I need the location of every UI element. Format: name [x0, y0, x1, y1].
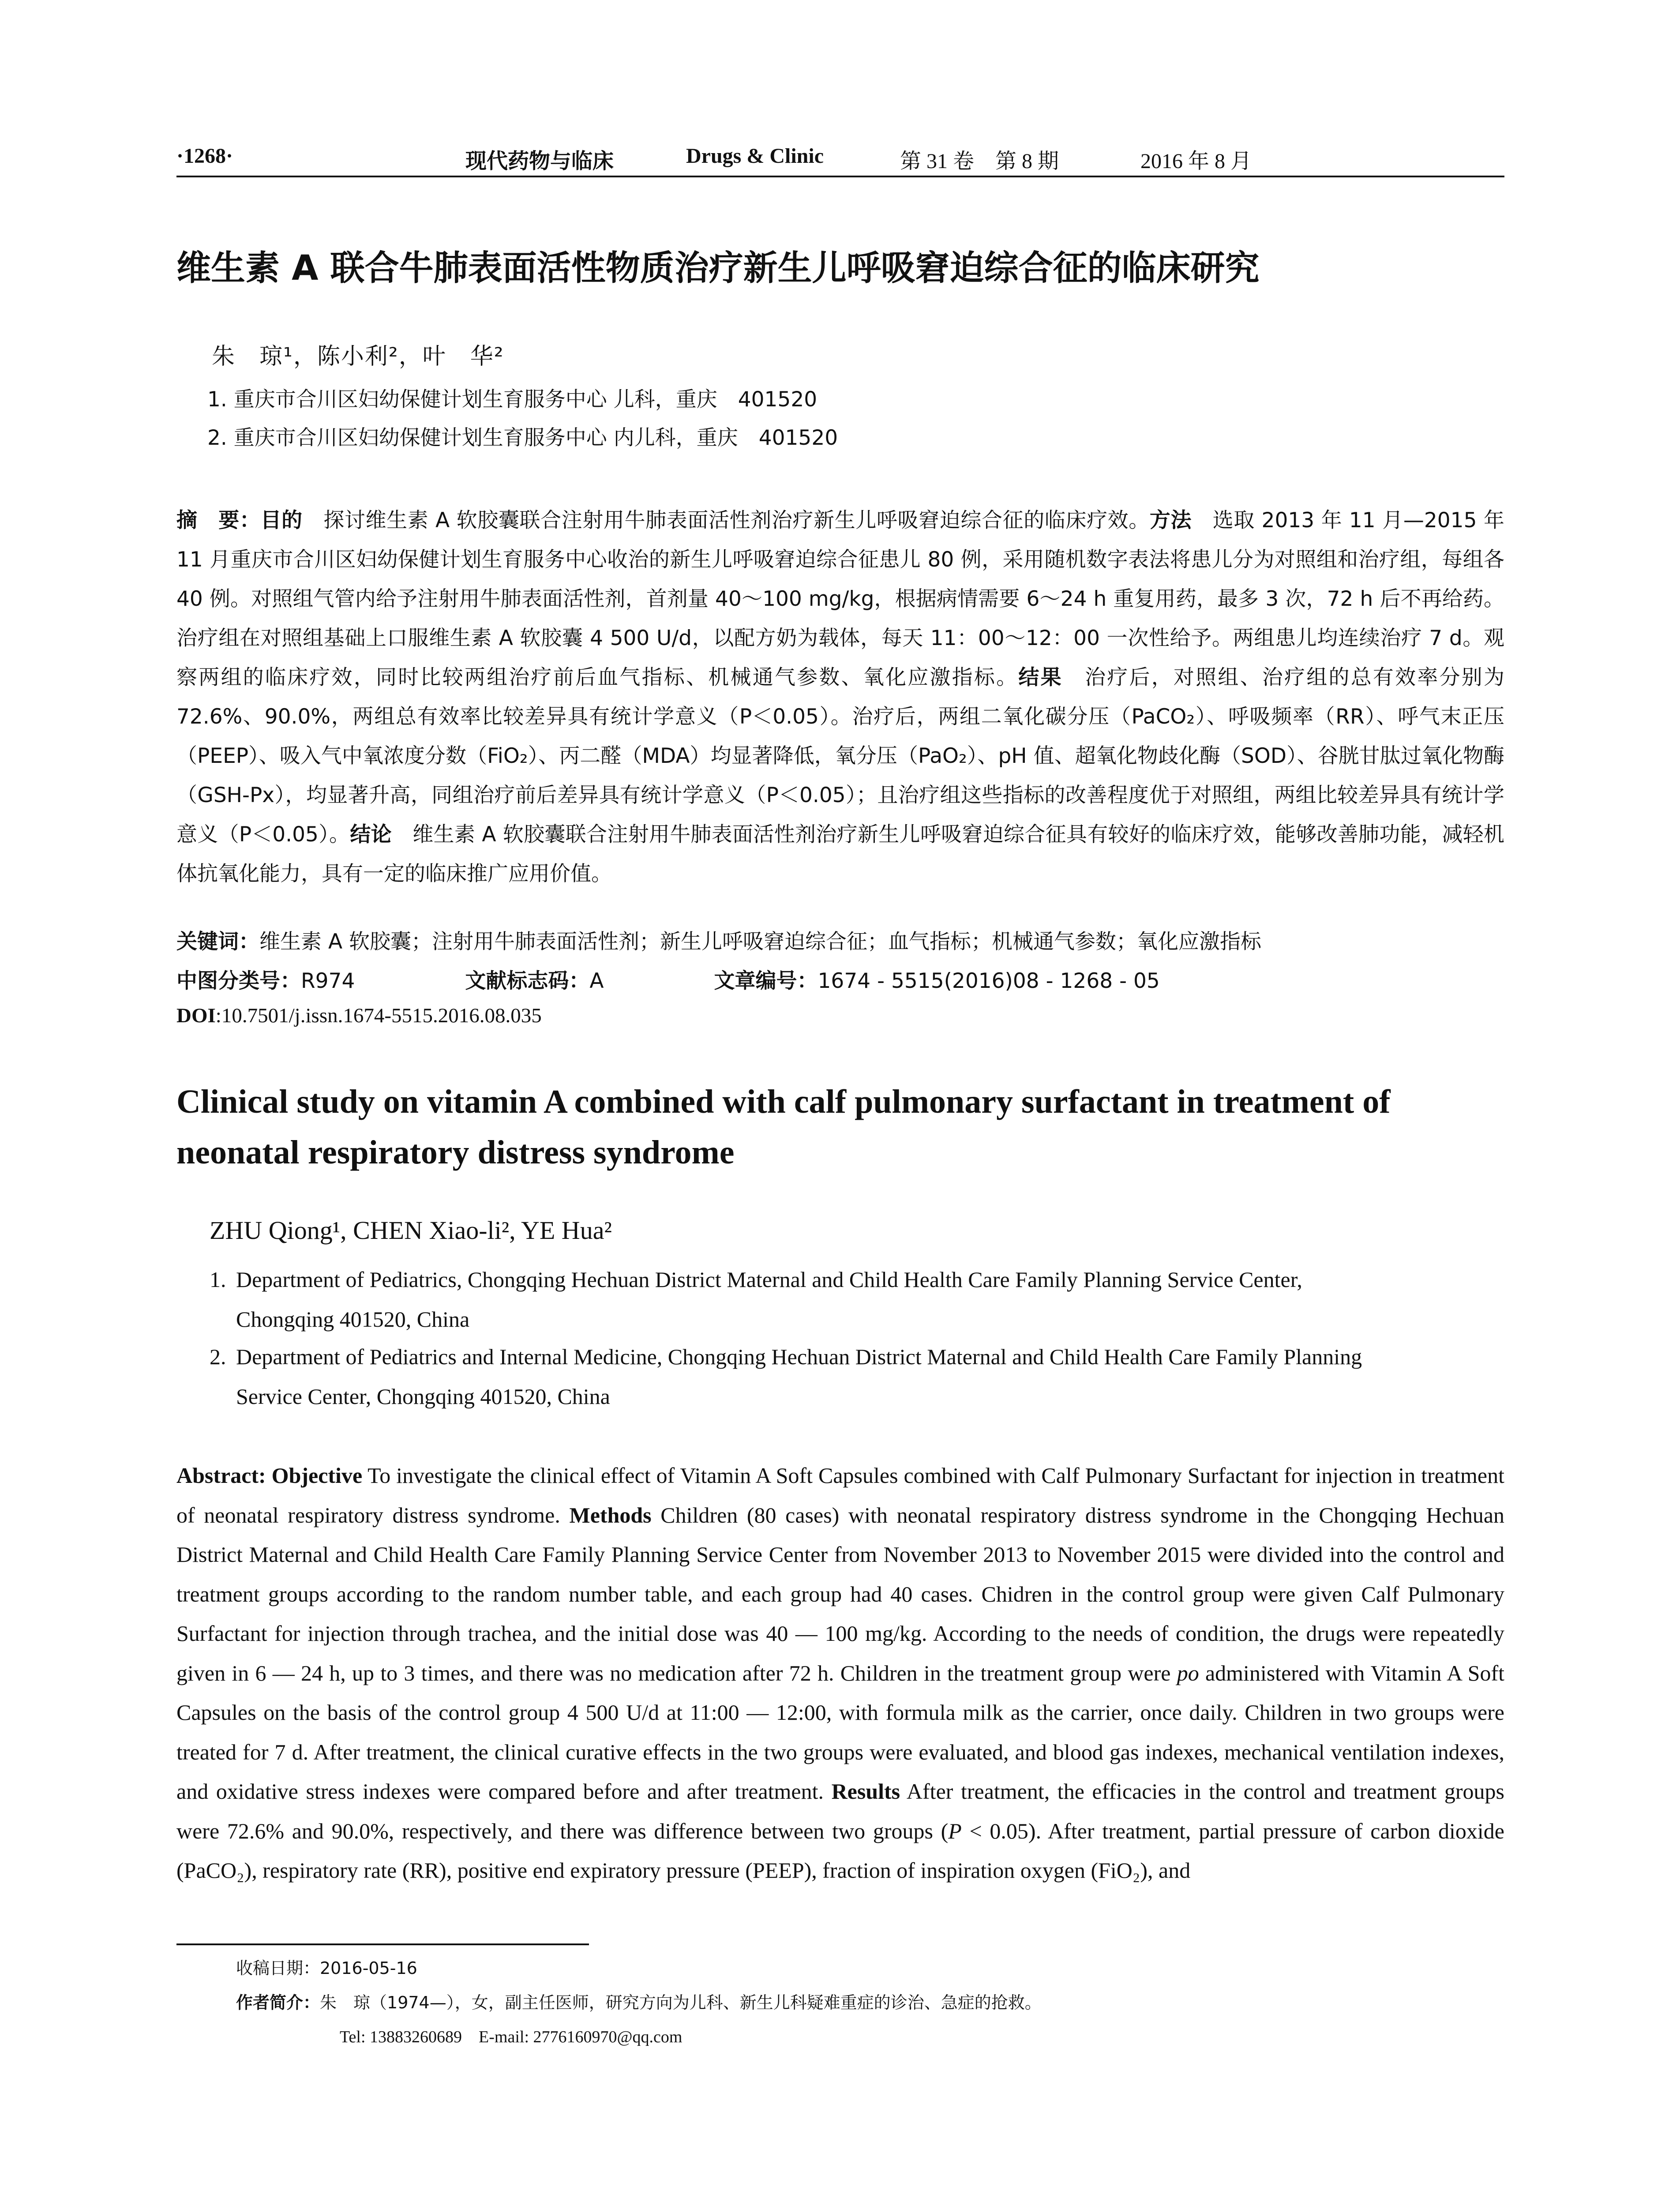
keywords-text: 维生素 A 软胶囊；注射用牛肺表面活性剂；新生儿呼吸窘迫综合征；血气指标；机械通气参数；氧化应激指标: [259, 930, 1262, 954]
keywords-label: 关键词：: [176, 930, 259, 954]
results-en-p: P: [948, 1818, 962, 1843]
doc-code-label: 文献标志码：: [465, 969, 590, 993]
affiliation-cn-2: 2. 重庆市合川区妇幼保健计划生育服务中心 内儿科，重庆 401520: [207, 426, 838, 450]
clc-value: R974: [301, 969, 355, 993]
volume-issue: 第 31 卷 第 8 期: [900, 150, 1059, 173]
page-number: ·1268·: [176, 144, 233, 168]
title-cn: 维生素 A 联合牛肺表面活性物质治疗新生儿呼吸窘迫综合征的临床研究: [176, 248, 1260, 288]
article-id-value: 1674 - 5515(2016)08 - 1268 - 05: [818, 969, 1160, 993]
journal-name-cn: 现代药物与临床: [465, 149, 614, 173]
objective-cn-text: 探讨维生素 A 软胶囊联合注射用牛肺表面活性剂治疗新生儿呼吸窘迫综合征的临床疗效。: [302, 508, 1150, 533]
footnote-contact: Tel: 13883260689 E-mail: 2776160970@qq.com: [340, 2028, 682, 2046]
abstract-en-label: Abstract:: [176, 1463, 266, 1488]
affiliation-cn-1: 1. 重庆市合川区妇幼保健计划生育服务中心 儿科，重庆 401520: [207, 387, 818, 412]
classification-line: [176, 964, 1160, 994]
objective-en-label: Objective: [271, 1463, 363, 1488]
affiliation-en-2-line1: Department of Pediatrics and Internal Medicine, Chongqing Hechuan District Maternal and Child Health Care Family Planning: [236, 1344, 1362, 1369]
affiliation-en-1-line1: Department of Pediatrics, Chongqing Hechuan District Maternal and Child Health Care Family Planning Service Center,: [236, 1267, 1302, 1292]
results-en-text-b: < 0.05). After treatment, partial pressure of carbon dioxide (PaCO₂), respiratory rate (RR), positive end expiratory pressure (PEEP), fraction of inspiration oxygen (FiO₂), and: [176, 1818, 1504, 1883]
authors-en: ZHU Qiong¹, CHEN Xiao-li², YE Hua²: [210, 1216, 612, 1245]
authors-cn: 朱 琼¹，陈小利²，叶 华²: [212, 343, 504, 370]
methods-cn-label: 方法: [1149, 508, 1192, 533]
results-cn-label: 结果: [1018, 665, 1063, 690]
footnote-author-bio: 朱 琼（1974—），女，副主任医师，研究方向为儿科、新生儿科疑难重症的诊治、急症的抢救。: [320, 1993, 1042, 2012]
abstract-cn-label: 摘 要：: [176, 508, 261, 533]
affiliation-en-2-line2: Service Center, Chongqing 401520, China: [236, 1384, 610, 1409]
footnote-author-label: 作者简介：: [236, 1993, 320, 2012]
abstract-en: [176, 1456, 1504, 1891]
methods-en-text-a: Children (80 cases) with neonatal respiratory distress syndrome in the Chongqing Hechuan District Maternal and Child Health Care Family Planning Service Center from November 2013 to November 2015 were divided into the control and treatment groups according to the random number table, and each group had 40 cases. Chidren in the control group were given Calf Pulmonary Surfactant for injection through trachea, and the initial dose was 40 — 100 mg/kg. According to the needs of condition, the drugs were repeatedly given in 6 — 24 h, up to 3 times, and there was no medication after 72 h. Children in the treatment group were: [176, 1502, 1505, 1685]
results-en-label: Results: [831, 1779, 900, 1804]
results-en-text-a: After treatment, the efficacies in the control and treatment groups were 72.6% and 90.0%, respectively, and there was difference between two groups (: [176, 1779, 1504, 1843]
conclusion-cn-label: 结论: [350, 822, 392, 847]
objective-cn-label: 目的: [260, 508, 303, 533]
results-cn-text: 治疗后，对照组、治疗组的总有效率分别为 72.6%、90.0%，两组总有效率比较差异具有统计学意义（P＜0.05）。治疗后，两组二氧化碳分压（PaCO₂）、呼吸频率（RR）、呼气末正压（PEEP）、吸入气中氧浓度分数（FiO₂）、丙二醛（MDA）均显著降低，氧分压（PaO₂）、pH 值、超氧化物歧化酶（SOD）、谷胱甘肽过氧化物酶（GSH-Px），均显著升高，同组治疗前后差异具有统计学意义（P＜0.05）；且治疗组这些指标的改善程度优于对照组，两组比较差异具有统计学意义（P＜0.05）。: [176, 665, 1505, 847]
affiliation-en-2-num: 2.: [210, 1344, 226, 1369]
doi-line: [176, 1004, 542, 1028]
doi-label: DOI: [176, 1004, 216, 1027]
doi-link[interactable]: :10.7501/j.issn.1674-5515.2016.08.035: [215, 1004, 542, 1027]
clc-label: 中图分类号：: [176, 969, 301, 993]
issue-date: 2016 年 8 月: [1140, 150, 1252, 173]
objective-en-text: To investigate the clinical effect of Vitamin A Soft Capsules combined with Calf Pulmonary Surfactant for injection in treatment of neonatal respiratory distress syndrome.: [176, 1463, 1505, 1527]
conclusion-cn-text: 维生素 A 软胶囊联合注射用牛肺表面活性剂治疗新生儿呼吸窘迫综合征具有较好的临床疗效，能够改善肺功能，减轻机体抗氧化能力，具有一定的临床推广应用价值。: [176, 822, 1504, 886]
methods-en-label: Methods: [569, 1502, 652, 1527]
running-header: [176, 140, 1504, 177]
footnote-rule: [176, 1943, 589, 1945]
doc-code-value: A: [589, 969, 604, 993]
affiliation-en-1-num: 1.: [210, 1267, 226, 1292]
affiliation-en-1: [210, 1260, 1504, 1339]
abstract-cn: [176, 501, 1504, 893]
article-id-label: 文章编号：: [714, 969, 818, 993]
journal-name-en: Drugs & Clinic: [686, 144, 824, 168]
methods-cn-text: 选取 2013 年 11 月—2015 年 11 月重庆市合川区妇幼保健计划生育服务中心收治的新生儿呼吸窘迫综合征患儿 80 例，采用随机数字表法将患儿分为对照组和治疗组，每组各 40 例。对照组气管内给予注射用牛肺表面活性剂，首剂量 40～100 mg/kg，根据病情需要 6～24 h 重复用药，最多 3 次，72 h 后不再给药。治疗组在对照组基础上口服维生素 A 软胶囊 4 500 U/d，以配方奶为载体，每天 11：00～12：00 一次性给予。两组患儿均连续治疗 7 d。观察两组的临床疗效，同时比较两组治疗前后血气指标、机械通气参数、氧化应激指标。: [176, 508, 1505, 690]
affiliation-en-2: [210, 1337, 1504, 1416]
methods-en-po: po: [1177, 1660, 1199, 1685]
footnote-author: [236, 1989, 1042, 2013]
affiliation-en-1-line2: Chongqing 401520, China: [236, 1307, 470, 1332]
keywords-cn: [176, 925, 1261, 955]
methods-en-text-b: administered with Vitamin A Soft Capsules on the basis of the control group 4 500 U/d at 11:00 — 12:00, with formula milk as the carrier, once daily. Children in two groups were treated for 7 d. After treatment, the clinical curative effects in the two groups were evaluated, and blood gas indexes, mechanical ventilation indexes, and oxidative stress indexes were compared before and after treatment.: [176, 1660, 1504, 1804]
footnote-received: 收稿日期：2016-05-16: [236, 1958, 417, 1978]
title-en: Clinical study on vitamin A combined with calf pulmonary surfactant in treatment of neonatal respiratory distress syndrome: [176, 1083, 1391, 1171]
